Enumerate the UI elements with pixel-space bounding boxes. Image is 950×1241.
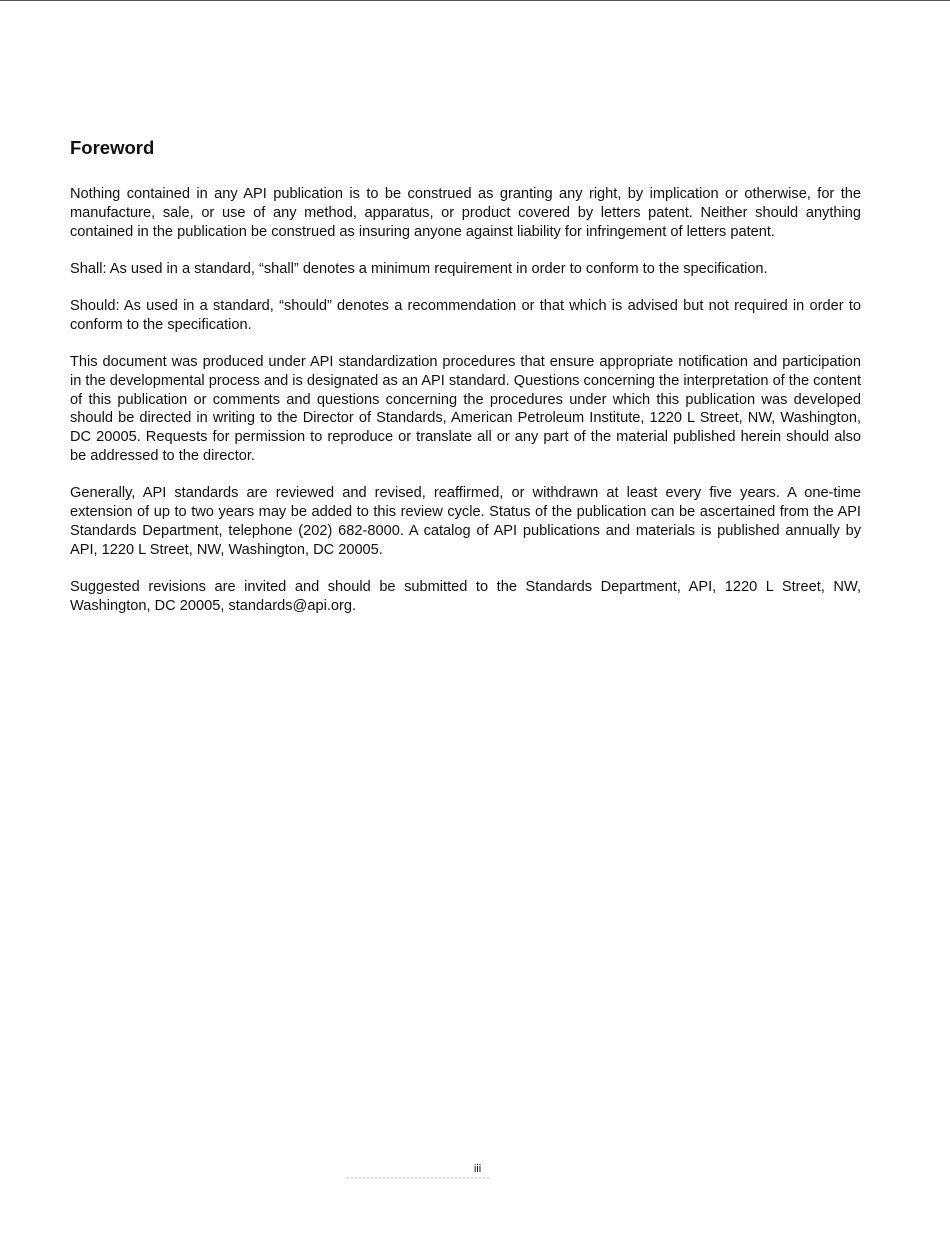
paragraph-shall-definition: Shall: As used in a standard, “shall” denotes a minimum requirement in order to conform to the specification.	[70, 260, 768, 277]
foreword-section	[70, 136, 861, 634]
paragraph-should-definition: Should: As used in a standard, “should” denotes a recommendation or that which is advised but not required in order to conform to the specification.	[70, 297, 861, 333]
page-number-label: iii	[473, 1163, 482, 1175]
page-title: Foreword	[70, 137, 155, 158]
footer-dotted-line	[346, 1177, 489, 1179]
paragraph-patent-disclaimer: Nothing contained in any API publication is to be construed as granting any right, by implication or otherwise, for the manufacture, sale, or use of any method, apparatus, or product covered by letters patent. Neither should anything contained in the publication be construed as insuring anyone against liability for infringement of letters patent.	[70, 186, 861, 240]
paragraph-standardization-procedures: This document was produced under API standardization procedures that ensure appropriate notification and participation in the developmental process and is designated as an API standard. Questions concerning the interpretation of the content of this publication or comments and questions concerning the procedures under which this publication was developed should be directed in writing to the Director of Standards, American Petroleum Institute, 1220 L Street, NW, Washington, DC 20005. Requests for permission to reproduce or translate all or any part of the material published herein should also be addressed to the director.	[70, 353, 862, 464]
paragraph-review-cycle: Generally, API standards are reviewed and revised, reaffirmed, or withdrawn at least every five years. A one-time extension of up to two years may be added to this review cycle. Status of the publication can be ascertained from the API Standards Department, telephone (202) 682-8000. A catalog of API publications and materials is published annually by API, 1220 L Street, NW, Washington, DC 20005.	[70, 485, 861, 558]
page-number	[0, 1162, 950, 1176]
top-border-line	[0, 0, 950, 1]
paragraph-suggested-revisions: Suggested revisions are invited and should be submitted to the Standards Department, API, 1220 L Street, NW, Washington, DC 20005, standards@api.org.	[70, 578, 861, 614]
